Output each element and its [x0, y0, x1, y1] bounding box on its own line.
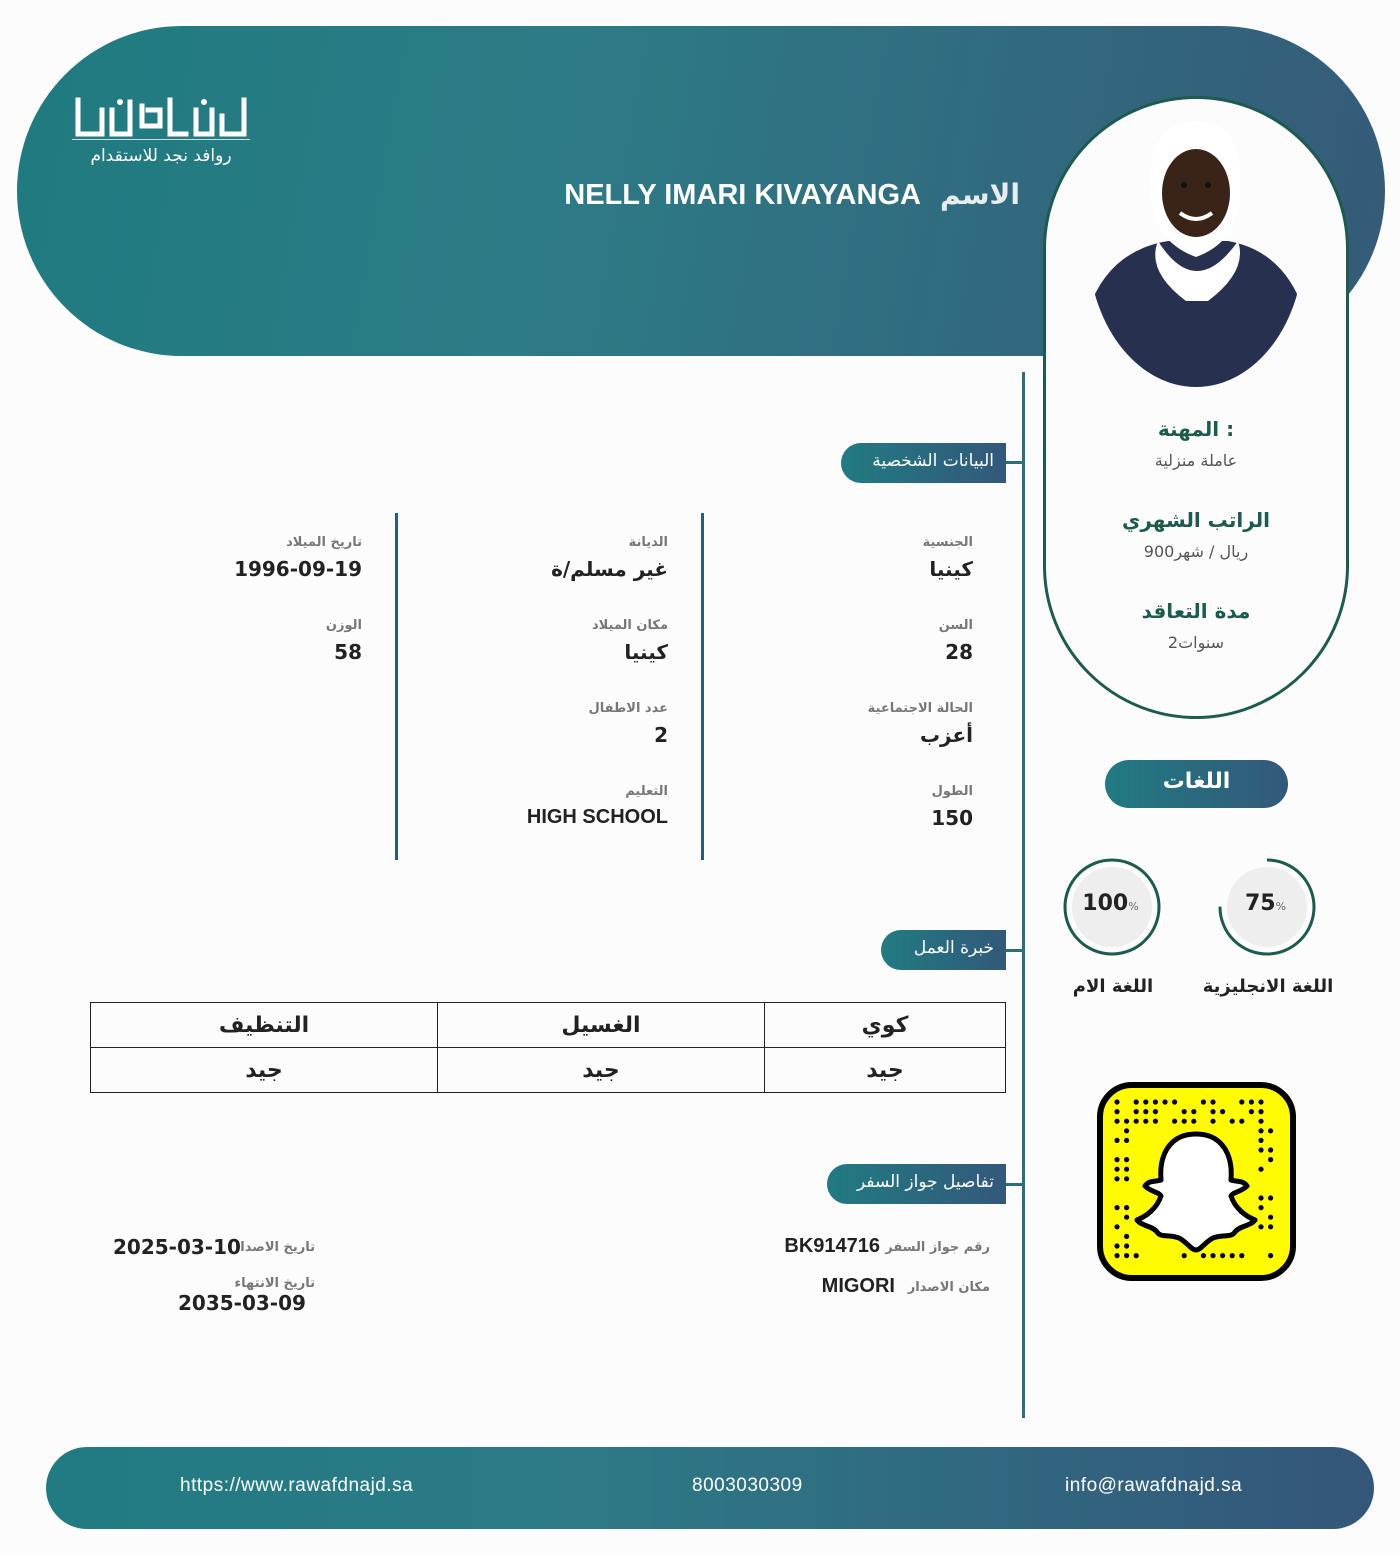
language-ring-mother	[1062, 857, 1162, 957]
contract-title: مدة التعاقد	[1141, 599, 1251, 623]
field-religion	[378, 535, 668, 581]
education-label: التعليم	[625, 784, 668, 799]
occupation-title: المهنة :	[1157, 417, 1235, 441]
birthplace-value: كينيا	[624, 640, 668, 664]
work-experience-table	[90, 1002, 1006, 1093]
field-dob	[72, 535, 362, 581]
field-children	[378, 701, 668, 747]
candidate-name: NELLY IMARI KIVAYANGA	[564, 179, 921, 211]
column-divider-1	[701, 513, 704, 860]
footer-bar	[46, 1447, 1374, 1529]
footer-website-link[interactable]: https://www.rawafdnajd.sa	[180, 1475, 414, 1496]
occupation-value: عاملة منزلية	[1154, 451, 1238, 470]
birthplace-label: مكان الميلاد	[591, 618, 668, 633]
table-header-cell: الغسيل	[438, 1003, 765, 1048]
passport-place-label: مكان الاصدار	[907, 1280, 990, 1295]
table-row	[91, 1003, 1006, 1048]
age-label: السن	[938, 618, 973, 633]
marital-label: الحالة الاجتماعية	[867, 701, 973, 716]
field-height	[683, 784, 973, 830]
dob-value: 1996-09-19	[234, 557, 362, 581]
passport-expiry-label: تاريخ الانتهاء	[234, 1276, 315, 1291]
height-label: الطول	[931, 784, 973, 799]
religion-label: الديانة	[628, 535, 668, 550]
section-personal-pill: البيانات الشخصية	[841, 443, 1006, 483]
age-value: 28	[945, 640, 973, 664]
dob-label: تاريخ الميلاد	[286, 535, 362, 550]
section-experience-pill: خبرة العمل	[881, 930, 1006, 970]
passport-number-label: رقم جواز السفر	[885, 1240, 990, 1255]
language-ring-english	[1217, 857, 1317, 957]
field-marital	[683, 701, 973, 747]
snapchat-ghost-icon	[1097, 1082, 1296, 1281]
field-birthplace	[378, 618, 668, 664]
passport-number-value: BK914716	[784, 1235, 880, 1257]
table-cell: جيد	[438, 1048, 765, 1093]
field-nationality	[683, 535, 973, 581]
education-value: HIGH SCHOOL	[526, 806, 668, 828]
marital-value: أعزب	[919, 723, 973, 747]
language-name-english: اللغة الانجليزية	[1202, 976, 1334, 997]
nationality-value: كينيا	[929, 557, 973, 581]
table-cell: جيد	[765, 1048, 1006, 1093]
table-cell: جيد	[91, 1048, 438, 1093]
children-value: 2	[654, 723, 668, 747]
field-education	[378, 784, 668, 829]
name-label: الاسم	[940, 178, 1020, 211]
religion-value: غير مسلم/ة	[551, 557, 668, 581]
logo-mark-icon	[72, 96, 250, 140]
section-personal-tick	[1006, 461, 1024, 464]
candidate-name-row	[560, 178, 1020, 222]
passport-expiry-value: 2035-03-09	[178, 1291, 306, 1315]
passport-issue-value: 2025-03-10	[113, 1235, 241, 1259]
contract-block	[1046, 599, 1346, 652]
company-logo	[70, 96, 252, 172]
salary-title: الراتب الشهري	[1122, 508, 1270, 532]
portrait-icon	[1088, 101, 1304, 387]
footer-phone[interactable]: 8003030309	[692, 1475, 803, 1496]
contract-value: 2سنوات	[1167, 633, 1225, 652]
passport-place-value: MIGORI	[821, 1275, 895, 1297]
field-age	[683, 618, 973, 664]
languages-pill: اللغات	[1105, 760, 1288, 808]
profile-card	[1043, 96, 1349, 719]
table-header-cell: كوي	[765, 1003, 1006, 1048]
candidate-photo	[1088, 101, 1304, 387]
table-header-cell: التنظيف	[91, 1003, 438, 1048]
vertical-divider	[1022, 372, 1025, 1418]
column-divider-2	[395, 513, 398, 860]
ring-number: 75	[1244, 891, 1276, 916]
passport-issue-label: تاريخ الاصدار	[232, 1240, 315, 1255]
snapcode-qr[interactable]	[1097, 1082, 1296, 1281]
ring-value	[1217, 891, 1317, 916]
section-passport-pill: تفاصيل جواز السفر	[827, 1164, 1006, 1204]
logo-subtitle: روافد نجد للاستقدام	[90, 146, 232, 166]
language-name-mother: اللغة الام	[1072, 976, 1154, 997]
ring-percent: %	[1128, 900, 1139, 913]
ring-number: 100	[1082, 891, 1129, 916]
occupation-block	[1046, 417, 1346, 470]
height-value: 150	[931, 806, 973, 830]
section-passport-tick	[1006, 1183, 1024, 1186]
table-row	[91, 1048, 1006, 1093]
ring-value	[1062, 891, 1162, 916]
footer-email-link[interactable]: info@rawafdnajd.sa	[1065, 1475, 1243, 1496]
field-weight	[72, 618, 362, 664]
weight-value: 58	[334, 640, 362, 664]
section-experience-tick	[1006, 949, 1024, 952]
nationality-label: الجنسية	[922, 535, 973, 550]
salary-block	[1046, 508, 1346, 561]
salary-value: 900ريال / شهر	[1143, 542, 1249, 561]
weight-label: الوزن	[325, 618, 362, 633]
children-label: عدد الاطفال	[588, 701, 668, 716]
ring-percent: %	[1275, 900, 1287, 913]
